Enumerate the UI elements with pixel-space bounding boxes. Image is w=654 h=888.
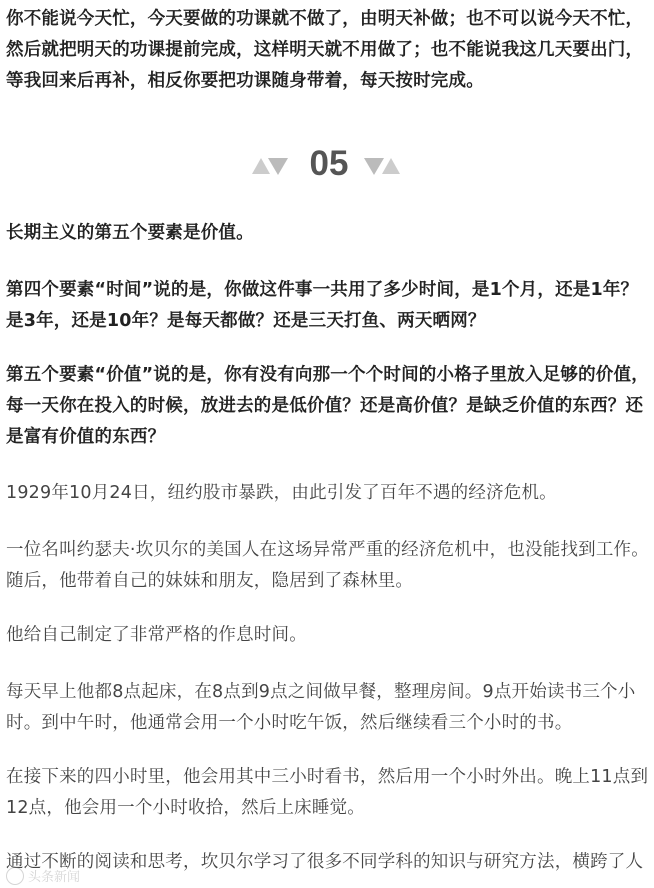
triangle-up-icon bbox=[382, 158, 400, 174]
paragraph-evening: 在接下来的四小时里，他会用其中三小时看书，然后用一个小时外出。晚上11点到12点，他会用一个小时收拾，然后上床睡觉。 bbox=[6, 767, 649, 818]
triangle-down-icon bbox=[364, 158, 384, 175]
watermark-logo bbox=[2, 864, 92, 888]
paragraph-reading: 通过不断的阅读和思考，坎贝尔学习了很多不同学科的知识与研究方法，横跨了人 bbox=[6, 852, 644, 872]
paragraph-crisis: 1929年10月24日，纽约股市暴跌，由此引发了百年不遇的经济危机。 bbox=[6, 483, 557, 503]
triangle-down-icon bbox=[268, 158, 288, 175]
paragraph-heading: 长期主义的第五个要素是价值。 bbox=[6, 223, 254, 243]
paragraph-intro: 你不能说今天忙，今天要做的功课就不做了，由明天补做；也不可以说今天不忙，然后就把明天的功课提前完成，这样明天就不用做了；也不能说我这几天要出门，等我回来后再补，相反你要把功课随身带着，每天按时完成。 bbox=[6, 9, 644, 91]
watermark-icon bbox=[6, 867, 24, 885]
paragraph-morning: 每天早上他都8点起床，在8点到9点之间做早餐，整理房间。9点开始读书三个小时。到中午时，他通常会用一个小时吃午饭，然后继续看三个小时的书。 bbox=[6, 682, 636, 733]
paragraph-campbell: 一位名叫约瑟夫·坎贝尔的美国人在这场异常严重的经济危机中，也没能找到工作。随后，他带着自己的妹妹和朋友，隐居到了森林里。 bbox=[6, 540, 649, 591]
paragraph-schedule: 他给自己制定了非常严格的作息时间。 bbox=[6, 625, 307, 645]
section-number: 05 bbox=[309, 144, 349, 183]
watermark-text: 头条新闻 bbox=[28, 870, 81, 885]
paragraph-value-element: 第五个要素“价值”说的是，你有没有向那一个个时间的小格子里放入足够的价值，每一天你在投入的时候，放进去的是低价值？还是高价值？是缺乏价值的东西？还是富有价值的东西？ bbox=[6, 365, 649, 447]
section-divider bbox=[0, 144, 654, 184]
paragraph-time-element: 第四个要素“时间”说的是，你做这件事一共用了多少时间，是1个月，还是1年？是3年，还是10年？是每天都做？还是三天打鱼、两天晒网？ bbox=[6, 280, 639, 331]
